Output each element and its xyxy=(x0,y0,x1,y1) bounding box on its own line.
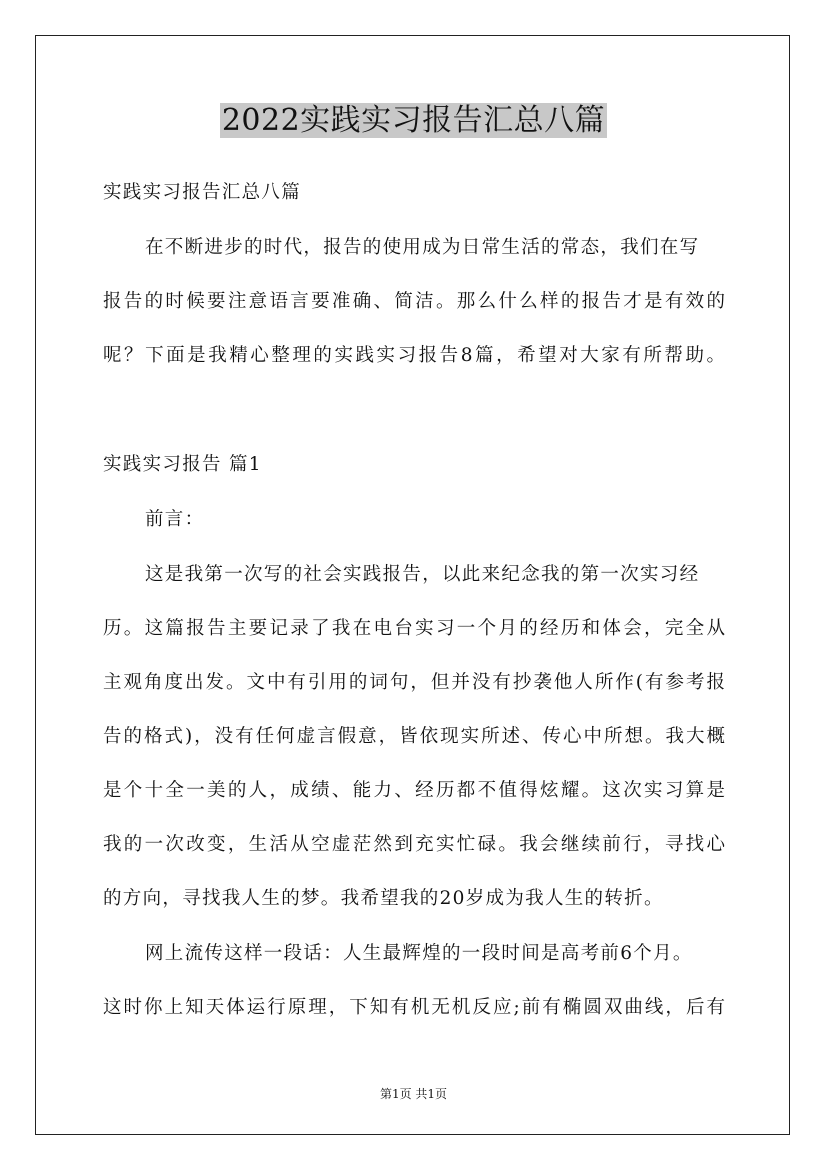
document-title-wrap xyxy=(0,98,827,144)
subtitle: 实践实习报告汇总八篇 xyxy=(103,182,302,203)
document-title: 2022实践实习报告汇总八篇 xyxy=(221,103,606,138)
intro-line: 在不断进步的时代，报告的使用成为日常生活的常态，我们在写 xyxy=(145,237,700,258)
preface-label: 前言： xyxy=(145,509,205,530)
page-footer: 第1页 共1页 xyxy=(379,1087,448,1101)
paragraph-line: 的方向，寻找我人生的梦。我希望我的20岁成为我人生的转折。 xyxy=(103,888,664,909)
paragraph-line: 历。这篇报告主要记录了我在电台实习一个月的经历和体会，完全从 xyxy=(103,618,725,639)
intro-line: 报告的时候要注意语言要准确、简洁。那么什么样的报告才是有效的 xyxy=(103,291,725,312)
paragraph-line: 这时你上知天体运行原理，下知有机无机反应;前有椭圆双曲线，后有 xyxy=(103,997,725,1018)
paragraph-line: 告的格式)，没有任何虚言假意，皆依现实所述、传心中所想。我大概 xyxy=(103,726,725,747)
paragraph-line: 网上流传这样一段话：人生最辉煌的一段时间是高考前6个月。 xyxy=(145,943,693,964)
paragraph-line: 我的一次改变，生活从空虚茫然到充实忙碌。我会继续前行，寻找心 xyxy=(103,834,725,855)
paragraph-line: 这是我第一次写的社会实践报告，以此来纪念我的第一次实习经 xyxy=(145,564,700,585)
intro-line: 呢？下面是我精心整理的实践实习报告8篇，希望对大家有所帮助。 xyxy=(103,345,725,366)
paragraph-line: 主观角度出发。文中有引用的词句，但并没有抄袭他人所作(有参考报 xyxy=(103,672,725,693)
paragraph-line: 是个十全一美的人，成绩、能力、经历都不值得炫耀。这次实习算是 xyxy=(103,780,725,801)
section-heading: 实践实习报告 篇1 xyxy=(103,454,262,475)
